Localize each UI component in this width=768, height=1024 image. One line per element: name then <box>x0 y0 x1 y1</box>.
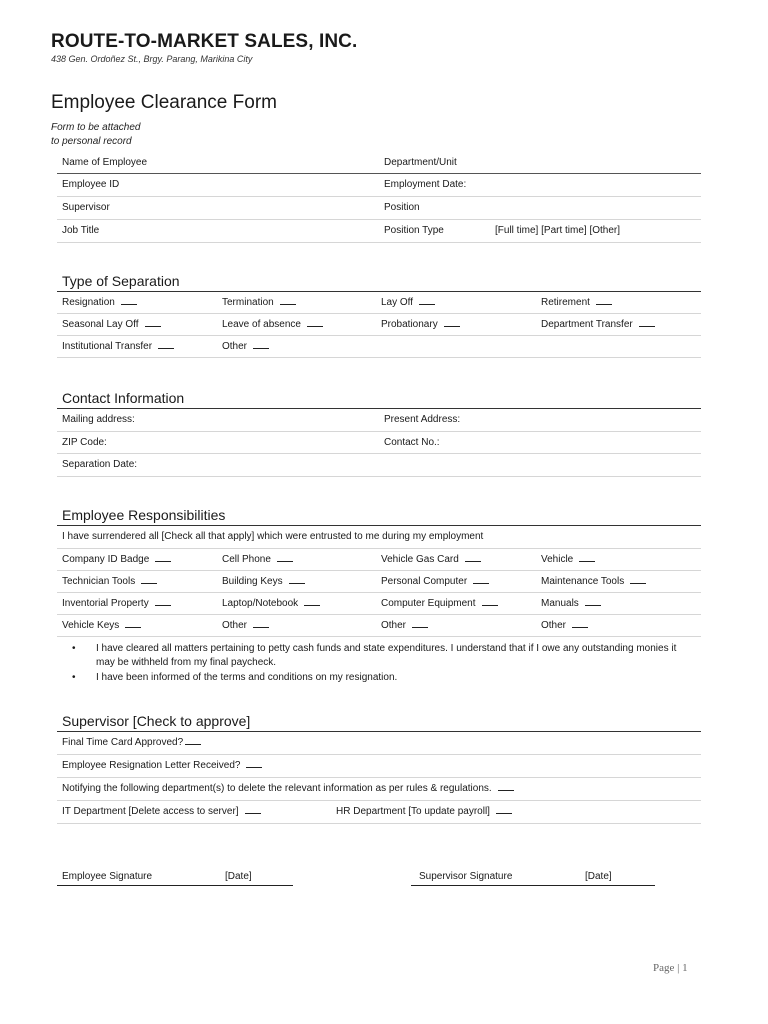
supervisor-signature-label: Supervisor Signature <box>419 871 513 882</box>
separation-option[interactable] <box>62 292 137 313</box>
name-of-employee-label: Name of Employee <box>62 157 148 168</box>
check-blank[interactable] <box>155 593 171 606</box>
position-type-label: Position Type <box>384 225 444 236</box>
item-label: Other <box>222 620 248 631</box>
check-blank[interactable] <box>639 314 655 327</box>
item-label: HR Department [To update payroll] <box>336 806 490 817</box>
bullet-text: I have cleared all matters pertaining to petty cash funds and state expenditures. I understand that if I owe any outstanding monies it may be withheld from my final paycheck. <box>96 643 677 668</box>
item-option[interactable] <box>381 615 428 636</box>
department-unit-label: Department/Unit <box>384 157 457 168</box>
check-blank[interactable] <box>185 732 201 745</box>
option-label: Institutional Transfer <box>62 341 153 352</box>
acknowledgement-bullets <box>72 642 692 686</box>
item-option[interactable] <box>222 549 293 570</box>
check-blank[interactable] <box>277 549 293 562</box>
check-blank[interactable] <box>304 593 320 606</box>
item-label: Notifying the following department(s) to delete the relevant information as per rules & regulations. <box>62 783 492 794</box>
check-blank[interactable] <box>158 336 174 349</box>
separation-option[interactable] <box>222 314 323 335</box>
option-label: Other <box>222 341 248 352</box>
item-label: Laptop/Notebook <box>222 598 299 609</box>
form-title: Employee Clearance Form <box>51 92 277 113</box>
item-option[interactable] <box>541 571 646 592</box>
bullet-dot-icon: • <box>72 643 76 654</box>
form-note-line-1: Form to be attached <box>51 122 141 133</box>
separation-row <box>57 314 701 336</box>
hr-department-item[interactable] <box>336 801 512 823</box>
bullet-dot-icon: • <box>72 672 76 683</box>
item-row <box>57 571 701 593</box>
separation-option[interactable] <box>222 336 269 357</box>
separation-title: Type of Separation <box>57 271 701 292</box>
bullet-text: I have been informed of the terms and conditions on my resignation. <box>96 672 398 683</box>
check-blank[interactable] <box>444 314 460 327</box>
separation-date-label: Separation Date: <box>62 459 138 470</box>
check-blank[interactable] <box>121 292 137 305</box>
supervisor-date-label: [Date] <box>585 871 612 882</box>
employee-signature-line[interactable] <box>57 868 293 886</box>
supervisor-row <box>57 732 701 755</box>
check-blank[interactable] <box>412 615 428 628</box>
item-label: Inventorial Property <box>62 598 149 609</box>
responsibilities-intro-row <box>57 526 701 549</box>
item-option[interactable] <box>541 549 595 570</box>
item-label: Computer Equipment <box>381 598 476 609</box>
employee-id-label: Employee ID <box>62 179 120 190</box>
separation-option[interactable] <box>62 314 161 335</box>
check-blank[interactable] <box>596 292 612 305</box>
separation-option[interactable] <box>62 336 174 357</box>
item-option[interactable] <box>62 571 157 592</box>
employee-info-row <box>57 220 701 243</box>
check-blank[interactable] <box>280 292 296 305</box>
employee-info-row <box>57 174 701 197</box>
option-label: Resignation <box>62 297 115 308</box>
employee-date-label: [Date] <box>225 871 252 882</box>
item-label: Vehicle <box>541 554 574 565</box>
separation-row <box>57 292 701 314</box>
item-label: Vehicle Keys <box>62 620 120 631</box>
item-label: Building Keys <box>222 576 283 587</box>
option-label: Leave of absence <box>222 319 301 330</box>
separation-row <box>57 336 701 358</box>
check-blank[interactable] <box>419 292 435 305</box>
contact-title: Contact Information <box>57 388 701 409</box>
contact-row <box>57 454 701 477</box>
supervisor-label: Supervisor <box>62 202 110 213</box>
check-blank[interactable] <box>141 571 157 584</box>
employment-date-label: Employment Date: <box>384 179 467 190</box>
check-blank[interactable] <box>585 593 601 606</box>
option-label: Probationary <box>381 319 438 330</box>
item-option[interactable] <box>222 571 305 592</box>
item-label: Personal Computer <box>381 576 468 587</box>
option-label: Lay Off <box>381 297 414 308</box>
form-note-line-2: to personal record <box>51 136 132 147</box>
check-blank[interactable] <box>572 615 588 628</box>
bullet-item <box>72 642 692 670</box>
contact-row <box>57 432 701 454</box>
item-label: Other <box>541 620 567 631</box>
supervisor-title: Supervisor [Check to approve] <box>57 711 701 732</box>
resignation-letter-item[interactable] <box>62 755 262 777</box>
check-blank[interactable] <box>496 801 512 814</box>
bullet-item <box>72 671 692 685</box>
company-name: ROUTE-TO-MARKET SALES, INC. <box>51 31 358 52</box>
notify-departments-item[interactable] <box>62 778 514 800</box>
check-blank[interactable] <box>482 593 498 606</box>
item-option[interactable] <box>381 593 498 614</box>
separation-section <box>57 271 701 358</box>
separation-option[interactable] <box>381 292 435 313</box>
position-type-options[interactable]: [Full time] [Part time] [Other] <box>495 225 621 236</box>
page-number: Page | 1 <box>653 962 688 974</box>
check-blank[interactable] <box>155 549 171 562</box>
item-option[interactable] <box>62 615 141 636</box>
option-label: Retirement <box>541 297 590 308</box>
check-blank[interactable] <box>630 571 646 584</box>
zip-code-label: ZIP Code: <box>62 437 107 448</box>
check-blank[interactable] <box>498 778 514 791</box>
supervisor-signature-line[interactable] <box>411 868 655 886</box>
item-label: Company ID Badge <box>62 554 150 565</box>
item-label: Other <box>381 620 407 631</box>
supervisor-row <box>57 778 701 801</box>
item-option[interactable] <box>222 615 269 636</box>
it-department-item[interactable] <box>62 801 261 823</box>
employee-signature-label: Employee Signature <box>62 871 153 882</box>
check-blank[interactable] <box>245 801 261 814</box>
employee-info-row <box>57 152 701 174</box>
supervisor-section <box>57 711 701 824</box>
contact-section <box>57 388 701 477</box>
form-note <box>51 121 141 149</box>
contact-no-label: Contact No.: <box>384 437 440 448</box>
separation-option[interactable] <box>222 292 296 313</box>
item-label: Manuals <box>541 598 579 609</box>
separation-option[interactable] <box>541 314 655 335</box>
item-label: Cell Phone <box>222 554 271 565</box>
item-row <box>57 593 701 615</box>
check-blank[interactable] <box>246 755 262 768</box>
separation-option[interactable] <box>541 292 612 313</box>
item-label: Technician Tools <box>62 576 136 587</box>
item-row <box>57 615 701 637</box>
check-blank[interactable] <box>253 615 269 628</box>
item-label: Vehicle Gas Card <box>381 554 459 565</box>
item-option[interactable] <box>541 615 588 636</box>
position-label: Position <box>384 202 420 213</box>
item-label: Employee Resignation Letter Received? <box>62 760 241 771</box>
check-blank[interactable] <box>253 336 269 349</box>
option-label: Department Transfer <box>541 319 633 330</box>
item-label: Final Time Card Approved? <box>62 737 184 748</box>
contact-row <box>57 409 701 432</box>
present-address-label: Present Address: <box>384 414 461 425</box>
check-blank[interactable] <box>289 571 305 584</box>
check-blank[interactable] <box>579 549 595 562</box>
separation-option[interactable] <box>381 314 460 335</box>
item-option[interactable] <box>222 593 320 614</box>
check-blank[interactable] <box>465 549 481 562</box>
item-option[interactable] <box>381 549 481 570</box>
item-option[interactable] <box>62 593 171 614</box>
item-row <box>57 549 701 571</box>
mailing-address-label: Mailing address: <box>62 414 135 425</box>
responsibilities-intro: I have surrendered all [Check all that apply] which were entrusted to me during my employment <box>62 531 484 542</box>
option-label: Termination <box>222 297 274 308</box>
check-blank[interactable] <box>473 571 489 584</box>
item-option[interactable] <box>62 549 171 570</box>
item-option[interactable] <box>381 571 489 592</box>
job-title-label: Job Title <box>62 225 100 236</box>
item-label: IT Department [Delete access to server] <box>62 806 239 817</box>
option-label: Seasonal Lay Off <box>62 319 139 330</box>
item-label: Maintenance Tools <box>541 576 625 587</box>
responsibilities-section <box>57 505 701 637</box>
check-blank[interactable] <box>145 314 161 327</box>
employee-info-row <box>57 197 701 220</box>
final-time-card-item[interactable] <box>62 732 201 754</box>
check-blank[interactable] <box>125 615 141 628</box>
company-address: 438 Gen. Ordoñez St., Brgy. Parang, Marikina City <box>51 54 253 64</box>
item-option[interactable] <box>541 593 601 614</box>
supervisor-row <box>57 801 701 824</box>
responsibilities-title: Employee Responsibilities <box>57 505 701 526</box>
employee-info-section <box>57 152 701 243</box>
supervisor-row <box>57 755 701 778</box>
check-blank[interactable] <box>307 314 323 327</box>
